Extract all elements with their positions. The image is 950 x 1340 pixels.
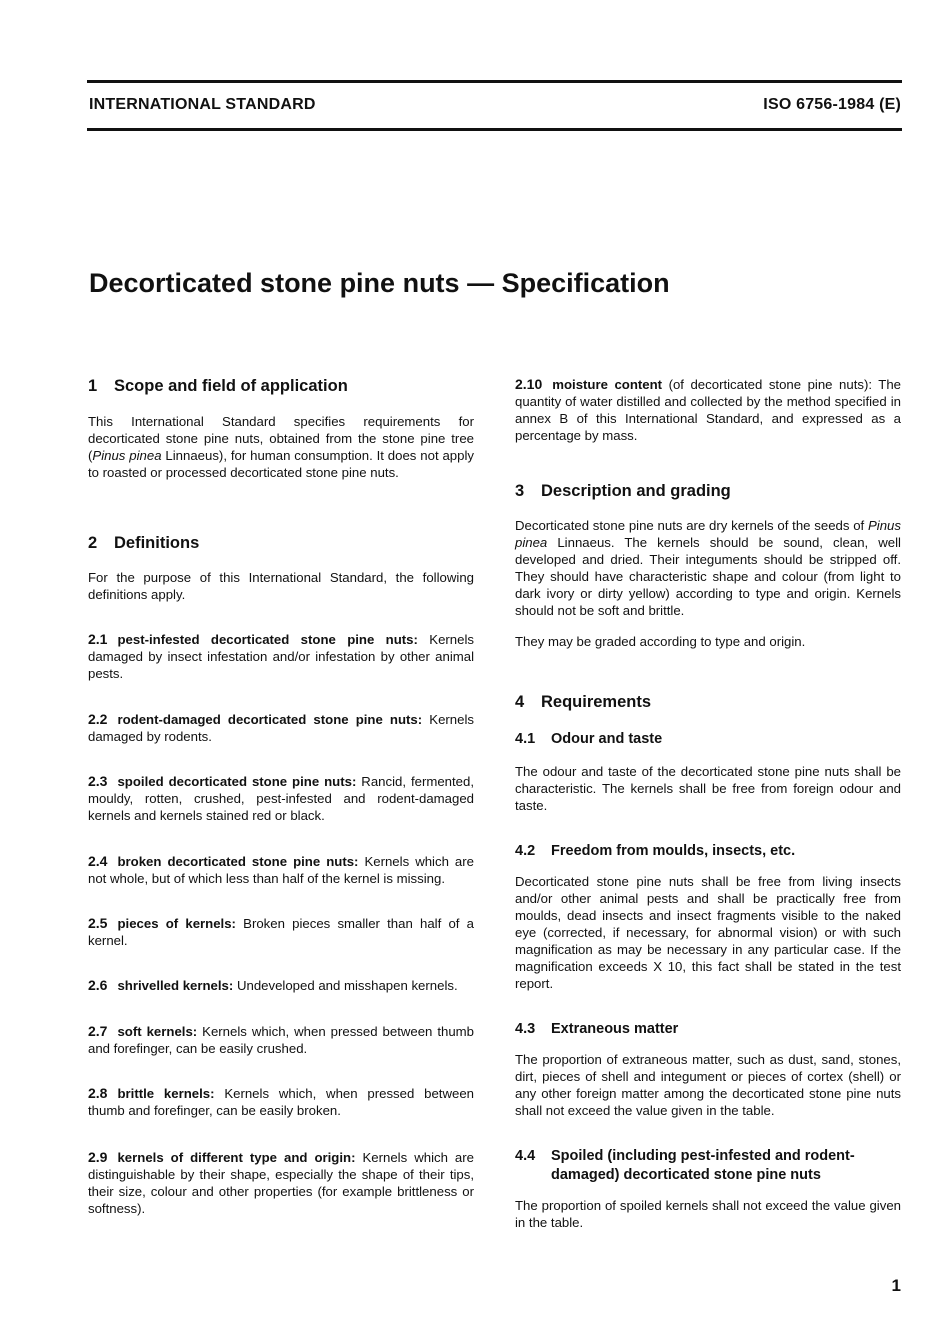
definition-2-10: 2.10 moisture content (of decorticated stone pine nuts): The quantity of water distilled and collected by the method specified in annex B of this International Standard, and expressed as a percentage by mass. [515, 376, 901, 443]
document-type: INTERNATIONAL STANDARD [89, 96, 316, 113]
section-4-heading: 4 Requirements [515, 693, 652, 711]
subsection-4-3-text: The proportion of extraneous matter, such as dust, sand, stones, dirt, pieces of shell and integument or pieces of cortex (shell) or any other foreign matter among the decorticated stone pine nuts shall not exceed the value given in the table. [515, 1052, 901, 1118]
subsection-4-2-heading: 4.2 Freedom from moulds, insects, etc. [515, 843, 796, 859]
definition-2-3: 2.3 spoiled decorticated stone pine nuts: Rancid, fermented, mouldy, rotten, crushed, pest-infested and rodent-damaged kernels and kernels stained red or black. [88, 773, 474, 823]
right-column [515, 376, 901, 1231]
definition-2-8: 2.8 brittle kernels: Kernels which, when pressed between thumb and forefinger, can be easily broken. [88, 1085, 474, 1118]
definition-2-9: 2.9 kernels of different type and origin: Kernels which are distinguishable by their shape, especially the shape of their tips, their size, colour and other properties (for example brittleness or softness). [88, 1149, 474, 1216]
section-1-text: This International Standard specifies requirements for decorticated stone pine nuts, obtained from the stone pine tree (Pinus pinea Linnaeus), for human consumption. It does not apply to roasted or processed decorticated stone pine nuts. [88, 414, 474, 480]
section-3-paragraph-2: They may be graded according to type and origin. [515, 634, 806, 649]
section-3-heading: 3 Description and grading [515, 482, 731, 500]
definition-2-1: 2.1 pest-infested decorticated stone pine nuts: Kernels damaged by insect infestation and/or infestation by other animal pests. [88, 631, 474, 681]
subsection-4-4-heading: 4.4 Spoiled (including pest-infested and rodent-damaged) decorticated stone pine nuts [515, 1148, 855, 1183]
page-title: Decorticated stone pine nuts — Specification [89, 268, 670, 298]
subsection-4-4-text: The proportion of spoiled kernels shall not exceed the value given in the table. [515, 1198, 901, 1230]
standard-number: ISO 6756-1984 (E) [763, 96, 901, 113]
definition-2-5: 2.5 pieces of kernels: Broken pieces smaller than half of a kernel. [88, 915, 474, 948]
section-2-heading: 2 Definitions [88, 534, 200, 552]
definition-2-4: 2.4 broken decorticated stone pine nuts: Kernels which are not whole, but of which less than half of the kernel is missing. [88, 853, 474, 886]
left-column [88, 376, 474, 1217]
definition-2-7: 2.7 soft kernels: Kernels which, when pressed between thumb and forefinger, can be easily crushed. [88, 1023, 474, 1056]
section-3-paragraph-1: Decorticated stone pine nuts are dry kernels of the seeds of Pinus pinea Linnaeus. The kernels should be sound, clean, well developed and dried. Their integuments should be stripped off. They should have characteristic shape and colour (from light to dark ivory or dirty yellow) according to type and origin. Kernels should not be soft and brittle. [515, 518, 901, 618]
subsection-4-1-heading: 4.1 Odour and taste [515, 731, 663, 747]
subsection-4-2-text: Decorticated stone pine nuts shall be free from living insects and/or other animal pests and shall be practically free from moulds, dead insects and insect fragments visible to the naked eye (corrected, if necessary, for abnormal vision) or with such magnification as may be necessary in any particular case. If the magnification exceeds X 10, this fact shall be stated in the test report. [515, 874, 901, 991]
subsection-4-3-heading: 4.3 Extraneous matter [515, 1021, 679, 1037]
page-number: 1 [891, 1276, 901, 1295]
header-top-rule [87, 80, 902, 83]
subsection-4-1-text: The odour and taste of the decorticated stone pine nuts shall be characteristic. The kernels shall be free from foreign odour and taste. [515, 764, 901, 813]
header-bottom-rule [87, 128, 902, 131]
definition-2-2: 2.2 rodent-damaged decorticated stone pine nuts: Kernels damaged by rodents. [88, 711, 474, 744]
section-1-heading: 1 Scope and field of application [88, 377, 348, 395]
section-2-intro: For the purpose of this International Standard, the following definitions apply. [88, 570, 474, 602]
definition-2-6: 2.6 shrivelled kernels: Undeveloped and misshapen kernels. [88, 977, 458, 993]
